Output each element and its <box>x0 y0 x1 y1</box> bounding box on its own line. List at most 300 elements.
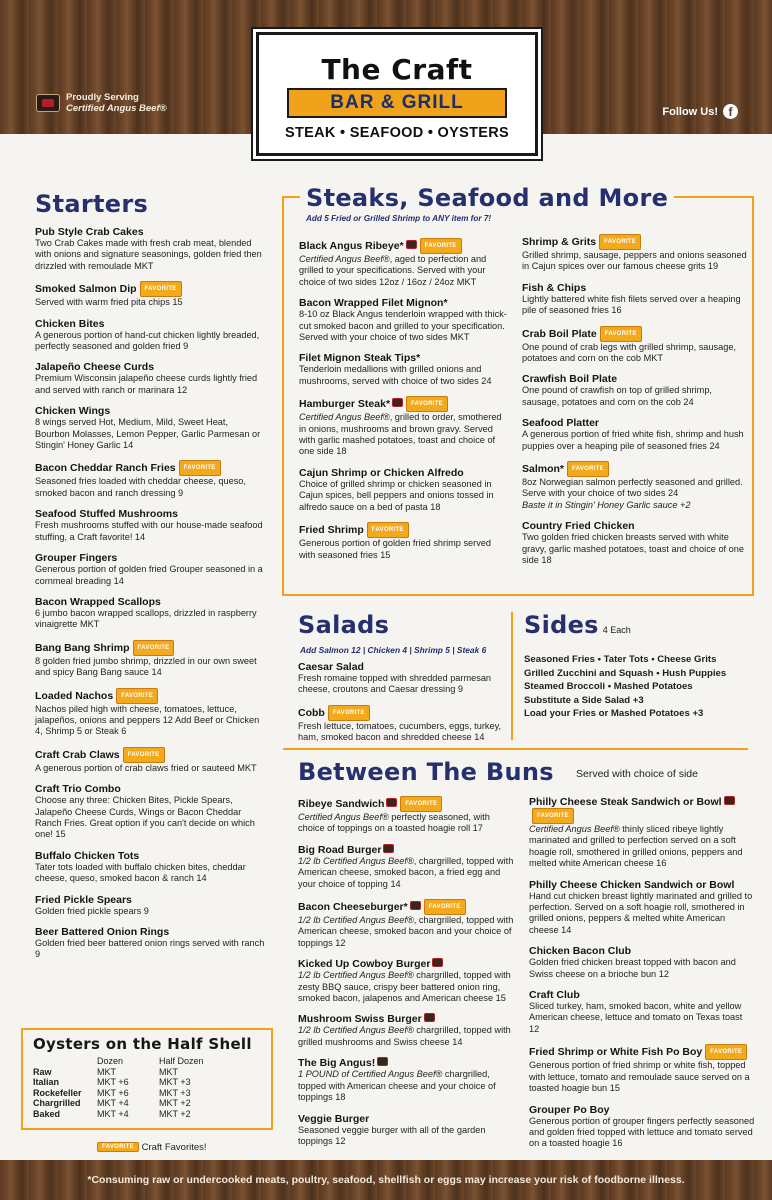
favorite-badge: FAVORITE <box>123 747 165 763</box>
menu-item-name <box>35 596 265 608</box>
menu-item-desc-text: thinly sliced ribeye lightly marinated and grilled to perfection served on a soft hoagie roll, smothered in grilled onions, peppers and melted white American cheese 16 <box>529 824 743 869</box>
menu-item-title: Filet Mignon Steak Tips* <box>299 352 421 365</box>
oysters-cell: MKT +6 <box>97 1087 129 1098</box>
menu-item-title: Big Road Burger <box>298 843 382 856</box>
menu-item-name <box>299 467 509 479</box>
favorite-badge: FAVORITE <box>705 1044 747 1060</box>
side-line: Load your Fries or Mashed Potatoes +3 <box>524 708 704 720</box>
menu-item-description <box>299 479 509 513</box>
oysters-cell: Italian <box>33 1077 60 1088</box>
menu-item-title: Philly Cheese Steak Sandwich or Bowl <box>529 796 722 808</box>
menu-item-description <box>522 532 747 566</box>
footer-disclaimer: *Consuming raw or undercooked meats, poultry, seafood, shellfish or eggs may increase your risk of foodborne illness. <box>87 1174 685 1186</box>
menu-item-title: Chicken Wings <box>35 405 111 418</box>
menu-item-description <box>522 477 747 511</box>
menu-item <box>35 688 265 738</box>
buns-subtitle: Served with choice of side <box>576 768 698 780</box>
menu-item-title: Seafood Stuffed Mushrooms <box>35 508 178 521</box>
menu-item <box>35 226 265 272</box>
follow-us-label: Follow Us! <box>662 105 718 118</box>
divider-vertical <box>511 612 513 740</box>
menu-item-description <box>298 970 516 1004</box>
menu-item <box>299 297 509 343</box>
menu-item-name <box>299 297 509 309</box>
menu-item-name <box>522 326 747 342</box>
menu-item <box>35 552 265 587</box>
menu-item <box>298 705 513 744</box>
starters-section <box>35 190 265 970</box>
table-row <box>33 1077 261 1088</box>
menu-item-title: Craft Trio Combo <box>35 783 121 796</box>
menu-item-desc-text: Tenderloin medallions with grilled onions and mushrooms, served with choice of two sides 24 <box>299 364 492 386</box>
menu-item-name <box>35 850 265 862</box>
menu-item-description <box>35 520 265 543</box>
menu-item-desc-text: Served with warm fried pita chips 15 <box>35 297 183 308</box>
menu-item-description <box>35 476 265 499</box>
menu-item-title: Ribeye Sandwich <box>298 798 385 810</box>
menu-item-name <box>298 1113 516 1125</box>
menu-item-desc-text: Lightly battered white fish filets served over a heaping pile of seasoned fries 16 <box>522 293 741 316</box>
menu-item-desc-text: Golden fried chicken breast topped with bacon and Swiss cheese on a brioche bun 12 <box>529 957 736 979</box>
menu-item-title: Grouper Po Boy <box>529 1103 610 1116</box>
cab-icon <box>377 1057 388 1066</box>
menu-item-desc-text: Generous portion of golden fried Grouper seasoned in a cornmeal breading 14 <box>35 564 263 586</box>
menu-item-description <box>35 373 265 396</box>
favorite-badge: FAVORITE <box>179 460 221 476</box>
menu-item-desc-text: 8-10 oz Black Angus tenderloin wrapped with thick-cut smoked bacon and grilled to your specification. Served with your choice of two sides MKT <box>299 309 507 343</box>
menu-item <box>522 326 747 365</box>
oysters-cell: MKT <box>159 1066 178 1077</box>
menu-item-description <box>35 564 265 587</box>
menu-item <box>299 467 509 513</box>
side-line: Steamed Broccoli • Mashed Potatoes <box>524 681 693 693</box>
menu-item-description <box>35 704 265 738</box>
menu-item-name <box>35 552 265 564</box>
menu-item <box>298 1113 516 1148</box>
menu-item-title: Fried Pickle Spears <box>35 893 132 906</box>
menu-item-desc-text: Two golden fried chicken breasts served with white gravy, garlic mashed potatoes, toast and choice of one side 18 <box>522 532 744 566</box>
oysters-header-cell: Dozen <box>97 1056 124 1066</box>
menu-item-desc-text: Seasoned fries loaded with cheddar cheese, queso, smoked bacon and ranch dressing 9 <box>35 476 246 498</box>
menu-item-name <box>298 1057 516 1069</box>
favorite-badge: FAVORITE <box>532 808 574 824</box>
menu-item-desc-text: Fresh lettuce, tomatoes, cucumbers, eggs, turkey, ham, smoked bacon and shredded cheese 14 <box>298 720 502 743</box>
menu-item-title: Beer Battered Onion Rings <box>35 926 170 938</box>
menu-item-desc-text: Hand cut chicken breast lightly marinated and grilled to perfection. Served on a soft hoagie roll, smothered in grilled onions, peppers & melted white American cheese 14 <box>529 890 753 935</box>
table-row <box>33 1088 261 1099</box>
steaks-right-column <box>522 234 747 576</box>
menu-item-name <box>299 522 509 538</box>
table-row <box>33 1109 261 1120</box>
menu-item-description <box>35 417 265 451</box>
favorites-legend-text: Craft Favorites! <box>141 1142 207 1153</box>
menu-item-desc-text: Two Crab Cakes made with fresh crab meat, blended with onions and signature seasonings, golden fried then drizzled with remoulade MKT <box>35 238 262 271</box>
cab-icon <box>406 240 417 249</box>
menu-item-addon: Baste it in Stingin' Honey Garlic sauce +2 <box>522 499 691 510</box>
cab-icon <box>383 844 394 853</box>
menu-item-description <box>522 385 747 408</box>
menu-item-title: Crawfish Boil Plate <box>522 373 618 386</box>
cab-brand-text: 1/2 lb Certified Angus Beef® <box>298 915 414 926</box>
sides-section <box>524 611 754 721</box>
menu-item <box>35 318 265 353</box>
starters-title: Starters <box>35 190 149 218</box>
oysters-cell: Raw <box>33 1066 52 1077</box>
menu-item-title: Seafood Platter <box>522 417 600 430</box>
menu-item-desc-text: , chargrilled, topped with American cheese, smoked bacon and your choice of toppings 12 <box>298 915 514 948</box>
menu-item-description <box>35 763 265 774</box>
cab-brand-text: 1 POUND of Certified Angus Beef® <box>298 1069 443 1080</box>
steaks-title: Steaks, Seafood and More <box>300 184 674 212</box>
menu-item-description <box>299 364 509 387</box>
menu-item <box>529 879 755 937</box>
oysters-cell: MKT +4 <box>97 1098 129 1109</box>
menu-item-desc-text: , grilled to order, smothered in onions, mushrooms and brown gravy. Served with garlic mashed potatoes, toast and choice of one side 18 <box>299 412 502 457</box>
menu-item-title: Smoked Salmon Dip <box>35 283 137 296</box>
menu-item-description <box>299 412 509 458</box>
oysters-cell: Chargrilled <box>33 1098 81 1109</box>
menu-item-name <box>35 226 265 238</box>
menu-item-name <box>529 1044 755 1060</box>
menu-item-desc-text: Sliced turkey, ham, smoked bacon, white and yellow American cheese, lettuce and tomato on Texas toast 12 <box>529 1001 743 1034</box>
menu-item <box>529 945 755 980</box>
menu-item-desc-text: A generous portion of fried white fish, shrimp and hush puppies over a heaping pile of seasoned fries 24 <box>522 429 744 451</box>
favorite-badge: FAVORITE <box>406 396 448 412</box>
menu-item <box>35 460 265 499</box>
favorite-badge: FAVORITE <box>424 899 466 915</box>
menu-item <box>35 281 265 308</box>
menu-item-desc-text: Generous portion of fried shrimp or white fish, topped with lettuce, tomato and remoulade sauce served on a toasted hoagie bun 15 <box>529 1060 750 1094</box>
menu-item-description <box>522 250 747 273</box>
menu-item-desc-text: A generous portion of hand-cut chicken lightly breaded, perfectly seasoned and golden fried 9 <box>35 329 260 352</box>
menu-item-name <box>522 417 747 429</box>
menu-item <box>35 926 265 961</box>
sides-list <box>524 653 754 721</box>
table-row <box>33 1098 261 1109</box>
menu-item-name <box>35 405 265 417</box>
menu-item <box>298 661 513 696</box>
menu-item-desc-text: A generous portion of crab claws fried or sauteed MKT <box>35 762 257 773</box>
menu-item-name <box>529 1104 755 1116</box>
menu-item-title: Jalapeño Cheese Curds <box>35 361 155 374</box>
menu-item <box>529 1104 755 1150</box>
menu-item-title: Fried Shrimp or White Fish Po Boy <box>529 1046 703 1059</box>
menu-item-name <box>298 661 513 673</box>
menu-item-description <box>529 957 755 980</box>
menu-item-description <box>298 915 516 949</box>
menu-item-desc-text: chargrilled, topped with American cheese and your choice of toppings 18 <box>298 1069 496 1103</box>
favorite-badge: FAVORITE <box>599 234 641 250</box>
salads-title: Salads <box>298 611 390 639</box>
menu-item <box>529 989 755 1035</box>
menu-item-description <box>298 1025 516 1048</box>
side-line: Seasoned Fries • Tater Tots • Cheese Grits <box>524 654 717 665</box>
menu-item-description <box>35 608 265 631</box>
menu-item-title: Grouper Fingers <box>35 552 118 565</box>
menu-item-title: Bacon Cheddar Ranch Fries <box>35 462 176 475</box>
menu-item-description <box>522 429 747 452</box>
favorite-badge: FAVORITE <box>567 461 609 477</box>
salads-subtitle: Add Salmon 12 | Chicken 4 | Shrimp 5 | Steak 6 <box>300 645 487 655</box>
menu-item-name <box>522 234 747 250</box>
cab-brand-text: Certified Angus Beef® <box>299 412 390 423</box>
favorite-badge: FAVORITE <box>600 326 642 342</box>
cab-badge <box>36 92 167 114</box>
logo-banner-text: BAR & GRILL <box>330 92 464 113</box>
menu-item <box>35 850 265 885</box>
sides-price: 4 Each <box>602 625 631 635</box>
cab-brand-text: 1/2 lb Certified Angus Beef® <box>298 970 414 981</box>
menu-item-title: Philly Cheese Chicken Sandwich or Bowl <box>529 878 735 891</box>
menu-item-name <box>298 958 516 970</box>
menu-item-description <box>298 1069 516 1103</box>
menu-item-title: Hamburger Steak* <box>299 398 391 411</box>
sides-title: Sides <box>524 611 599 639</box>
menu-item <box>298 796 516 835</box>
oysters-title: Oysters on the Half Shell <box>33 1035 252 1053</box>
menu-item-desc-text: Nachos piled high with cheese, tomatoes, lettuce, jalapeños, onions and peppers 12 Add Beef or Chicken 4, Shrimp 5 or Steak 6 <box>35 703 260 737</box>
menu-item-name <box>299 352 509 364</box>
menu-item-title: Fried Shrimp <box>299 524 364 537</box>
table-row <box>33 1067 261 1078</box>
oysters-cell: MKT +2 <box>159 1108 191 1119</box>
cab-logo-icon <box>36 94 60 112</box>
menu-item-name <box>298 899 516 915</box>
menu-item-description <box>35 862 265 885</box>
menu-item-desc-text: Choice of grilled shrimp or chicken seasoned in Cajun spices, bell peppers and onions tossed in alfredo sauce on a bed of pasta 18 <box>299 478 494 512</box>
menu-item-desc-text: One pound of crab legs with grilled shrimp, sausage, potatoes and corn on the cob MKT <box>522 341 736 364</box>
favorite-badge: FAVORITE <box>97 1142 139 1152</box>
menu-item-title: Crab Boil Plate <box>522 327 597 340</box>
menu-item-name <box>298 1013 516 1025</box>
favorite-badge: FAVORITE <box>116 688 158 704</box>
menu-item-description <box>522 294 747 317</box>
oysters-cell: MKT +4 <box>97 1108 129 1119</box>
oysters-header-cell <box>33 1056 97 1067</box>
menu-item-description <box>529 1001 755 1035</box>
menu-item-name <box>35 926 265 938</box>
steaks-left-column <box>299 238 509 570</box>
menu-item <box>35 361 265 396</box>
menu-item <box>35 596 265 631</box>
buns-right-column <box>529 796 755 1159</box>
menu-item-desc-text: Fresh mushrooms stuffed with our house-made seafood stuffing, a Craft favorite! 14 <box>35 520 263 542</box>
buns-left-column <box>298 796 516 1156</box>
cab-icon <box>424 1013 435 1022</box>
menu-item <box>299 352 509 387</box>
steaks-section <box>282 184 754 596</box>
menu-item <box>35 747 265 774</box>
logo-title: The Craft <box>321 53 473 86</box>
menu-item-desc-text: Golden fried pickle spears 9 <box>35 905 149 916</box>
menu-item-description <box>299 254 509 288</box>
menu-item-description <box>298 1125 516 1148</box>
menu-item-name <box>522 461 747 477</box>
menu-item <box>522 520 747 566</box>
menu-item <box>35 405 265 451</box>
menu-item-name <box>298 705 513 721</box>
oysters-header-cell: Half Dozen <box>159 1056 204 1066</box>
oysters-table <box>33 1056 261 1120</box>
menu-item-desc-text: Generous portion of grouper fingers perfectly seasoned and golden fried topped with lettuce and tomato served on a toasted hoagie 16 <box>529 1115 755 1149</box>
menu-item-name <box>299 396 509 412</box>
menu-item-desc-text: Seasoned veggie burger with all of the garden toppings 12 <box>298 1124 486 1146</box>
menu-item-desc-text: 6 jumbo bacon wrapped scallops, drizzled in raspberry vinaigrette MKT <box>35 607 257 630</box>
facebook-icon[interactable]: f <box>723 104 738 119</box>
steaks-subtitle: Add 5 Fried or Grilled Shrimp to ANY item for 7! <box>306 214 492 223</box>
oysters-cell: MKT <box>97 1066 116 1077</box>
wood-footer <box>0 1160 772 1200</box>
menu-item-title: Kicked Up Cowboy Burger <box>298 958 431 971</box>
menu-item-description <box>522 342 747 365</box>
cab-icon <box>386 798 397 807</box>
menu-item <box>35 783 265 841</box>
menu-item-name <box>35 281 265 297</box>
menu-item-title: Bacon Wrapped Scallops <box>35 595 161 608</box>
menu-item-name <box>35 361 265 373</box>
menu-item-title: Cobb <box>298 706 325 719</box>
oysters-cell: Rockefeller <box>33 1087 82 1098</box>
menu-item-name <box>35 783 265 795</box>
menu-item <box>35 508 265 543</box>
cab-name: Certified Angus Beef® <box>66 103 167 114</box>
menu-item-title: Chicken Bacon Club <box>529 945 632 958</box>
cab-brand-text: Certified Angus Beef® <box>298 812 389 822</box>
menu-item-name <box>35 894 265 906</box>
menu-item-description <box>35 330 265 353</box>
logo-tagline: STEAK • SEAFOOD • OYSTERS <box>285 125 509 141</box>
menu-item-title: Caesar Salad <box>298 661 364 673</box>
menu-item-desc-text: Fresh romaine topped with shredded parmesan cheese, croutons and Caesar dressing 9 <box>298 673 492 695</box>
favorite-badge: FAVORITE <box>420 238 462 254</box>
menu-item <box>35 894 265 917</box>
menu-item-name <box>35 318 265 330</box>
menu-item-desc-text: 8 wings served Hot, Medium, Mild, Sweet Heat, Bourbon Molasses, Lemon Pepper, Garlic Parmesan or Stingin' Honey Garlic 14 <box>35 417 261 451</box>
menu-item-description <box>529 1060 755 1094</box>
menu-item-name <box>35 688 265 704</box>
menu-item <box>529 1044 755 1094</box>
menu-item-title: Pub Style Crab Cakes <box>35 226 144 238</box>
menu-item-description <box>529 824 755 870</box>
menu-item-title: Bang Bang Shrimp <box>35 641 130 654</box>
favorite-badge: FAVORITE <box>328 705 370 721</box>
menu-item-description <box>298 673 513 696</box>
menu-item <box>522 461 747 511</box>
menu-item-title: Chicken Bites <box>35 317 105 330</box>
cab-brand-text: Certified Angus Beef® <box>299 254 390 264</box>
starters-list <box>35 226 265 961</box>
menu-item-description <box>299 538 509 561</box>
oysters-section <box>21 1028 273 1130</box>
menu-item-name <box>529 945 755 957</box>
menu-item-title: Mushroom Swiss Burger <box>298 1013 422 1026</box>
menu-item-title: Cajun Shrimp or Chicken Alfredo <box>299 466 464 479</box>
menu-item-name <box>529 879 755 891</box>
menu-item-description <box>35 238 265 272</box>
menu-item-description <box>35 938 265 961</box>
restaurant-logo <box>256 32 538 156</box>
menu-item-name <box>35 460 265 476</box>
menu-item-desc-text: perfectly seasoned, with choice of toppings on a toasted hoagie roll 17 <box>298 812 490 834</box>
menu-item <box>298 899 516 949</box>
proudly-serving: Proudly Serving <box>66 92 139 103</box>
menu-item-title: Salmon* <box>522 463 565 476</box>
salads-list <box>298 661 513 744</box>
menu-item-description <box>298 721 513 744</box>
menu-item <box>522 417 747 452</box>
menu-item-desc-text: Tater tots loaded with buffalo chicken bites, cheddar cheese, queso, smoked bacon & ranch 14 <box>35 861 246 884</box>
menu-item-title: Fish & Chips <box>522 281 587 294</box>
menu-item-title: The Big Angus! <box>298 1057 376 1070</box>
menu-item-name <box>522 282 747 294</box>
cab-icon <box>432 958 443 967</box>
menu-item <box>299 396 509 458</box>
oysters-header-row <box>33 1056 261 1067</box>
menu-item <box>522 234 747 273</box>
menu-item <box>522 373 747 408</box>
menu-item-desc-text: Choose any three: Chicken Bites, Pickle Spears, Jalapeño Cheese Curds, Wings or Bacon Cheddar Ranch Fries. Great option if you can't decide on which one! 15 <box>35 795 255 840</box>
menu-item <box>298 1057 516 1103</box>
menu-item-name <box>522 520 747 532</box>
menu-item-desc-text: One pound of crawfish on top of grilled shrimp, sausage, potatoes and corn on the cob 24 <box>522 385 712 407</box>
menu-item <box>299 522 509 561</box>
oysters-cell: MKT +2 <box>159 1098 191 1109</box>
menu-item-title: Bacon Cheeseburger* <box>298 901 408 914</box>
menu-item-title: Craft Club <box>529 989 580 1002</box>
menu-item-name <box>298 796 516 812</box>
menu-item-desc-text: chargrilled, topped with grilled mushrooms and Swiss cheese 14 <box>298 1025 511 1047</box>
menu-item-desc-text: Golden fried beer battered onion rings served with ranch 9 <box>35 938 265 960</box>
menu-item-name <box>35 640 265 656</box>
side-line: Substitute a Side Salad +3 <box>524 694 644 706</box>
favorite-badge: FAVORITE <box>400 796 442 812</box>
menu-item-desc-text: , chargrilled, topped with American cheese, smoked bacon, a fried egg and your choice of topping 14 <box>298 855 514 889</box>
menu-item-name <box>529 989 755 1001</box>
menu-item-desc-text: 8oz Norwegian salmon perfectly seasoned and grilled. Serve with your choice of two sides 24 <box>522 477 743 499</box>
favorite-badge: FAVORITE <box>367 522 409 538</box>
favorite-badge: FAVORITE <box>133 640 175 656</box>
follow-us-link[interactable] <box>662 104 738 119</box>
salads-section <box>298 611 513 753</box>
buns-title: Between The Buns <box>298 758 554 786</box>
menu-item-name <box>35 508 265 520</box>
menu-item-description <box>298 812 516 835</box>
menu-item-description <box>529 891 755 937</box>
menu-item-title: Bacon Wrapped Filet Mignon* <box>299 297 448 310</box>
menu-item-description <box>35 297 265 308</box>
menu-item-title: Veggie Burger <box>298 1112 370 1125</box>
menu-item-desc-text: Grilled shrimp, sausage, peppers and onions seasoned in Cajun spices over our famous cheese grits 19 <box>522 250 747 272</box>
menu-item-title: Black Angus Ribeye* <box>299 240 404 252</box>
menu-item-desc-text: Generous portion of golden fried shrimp served with seasoned fries 15 <box>299 538 492 560</box>
menu-item-title: Loaded Nachos <box>35 689 114 702</box>
menu-item-desc-text: , aged to perfection and grilled to your specifications. Served with your choice of two sides 12oz / 16oz / 24oz MKT <box>299 254 487 287</box>
oysters-cell: MKT +3 <box>159 1087 191 1098</box>
menu-item <box>529 796 755 870</box>
menu-item-title: Country Fried Chicken <box>522 520 635 533</box>
oysters-cell: MKT +3 <box>159 1077 191 1088</box>
cab-brand-text: Certified Angus Beef® <box>529 824 620 834</box>
favorite-badge: FAVORITE <box>140 281 182 297</box>
menu-item-title: Buffalo Chicken Tots <box>35 849 140 862</box>
logo-banner <box>287 88 507 118</box>
menu-item-description <box>298 856 516 890</box>
menu-item <box>35 640 265 679</box>
oysters-cell: MKT +6 <box>97 1077 129 1088</box>
cab-icon <box>392 398 403 407</box>
oysters-cell: Baked <box>33 1108 61 1119</box>
menu-item-name <box>522 373 747 385</box>
